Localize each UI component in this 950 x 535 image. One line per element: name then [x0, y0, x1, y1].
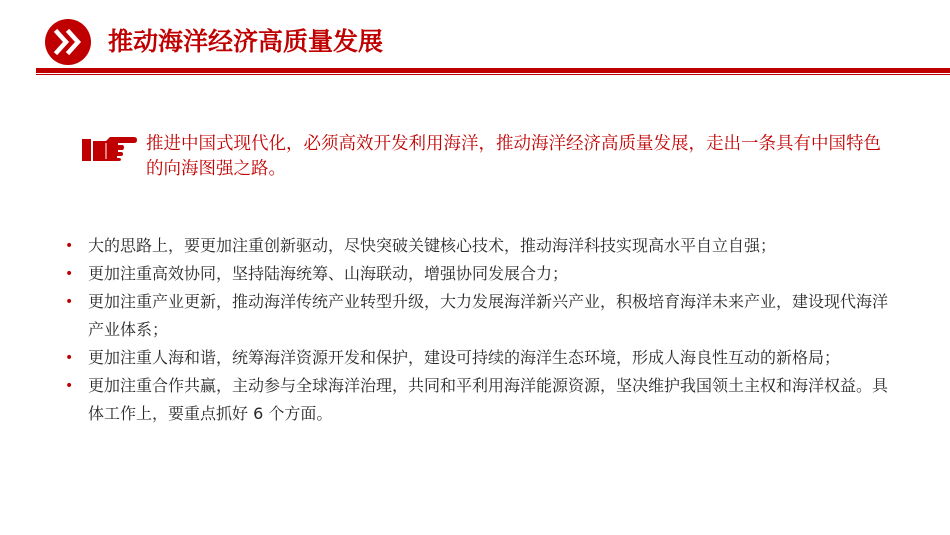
bullet-marker: • — [65, 266, 74, 282]
bullet-marker: • — [65, 294, 74, 310]
bullet-marker: • — [65, 378, 74, 394]
bullet-text: 更加注重人海和谐，统筹海洋资源开发和保护，建设可持续的海洋生态环境，形成人海良性互动的新格局； — [88, 348, 841, 367]
bullet-text: 更加注重产业更新，推动海洋传统产业转型升级，大力发展海洋新兴产业，积极培育海洋未来产业，建设现代海洋产业体系； — [88, 292, 889, 339]
pointing-hand-icon — [82, 133, 138, 163]
list-item — [62, 344, 892, 372]
list-item — [62, 260, 892, 288]
bullet-marker: • — [65, 350, 74, 366]
bullet-marker: • — [65, 238, 74, 254]
bullet-list — [62, 232, 892, 428]
page-title: 推动海洋经济高质量发展 — [108, 27, 384, 56]
list-item — [62, 232, 892, 260]
list-item — [62, 288, 892, 344]
list-item — [62, 372, 892, 428]
callout-text: 推进中国式现代化，必须高效开发利用海洋，推动海洋经济高质量发展，走出一条具有中国特色的向海图强之路。 — [146, 134, 881, 179]
header-divider — [36, 68, 950, 73]
bullet-text: 更加注重高效协同，坚持陆海统筹、山海联动，增强协同发展合力； — [88, 264, 569, 283]
header-divider-thin — [36, 74, 950, 75]
double-chevron-right-icon — [44, 18, 92, 66]
bullet-text: 更加注重合作共赢，主动参与全球海洋治理，共同和平利用海洋能源资源，坚决维护我国领土主权和海洋权益。具体工作上，要重点抓好 6 个方面。 — [88, 376, 889, 423]
bullet-text: 大的思路上，要更加注重创新驱动，尽快突破关键核心技术，推动海洋科技实现高水平自立自强； — [88, 236, 777, 255]
